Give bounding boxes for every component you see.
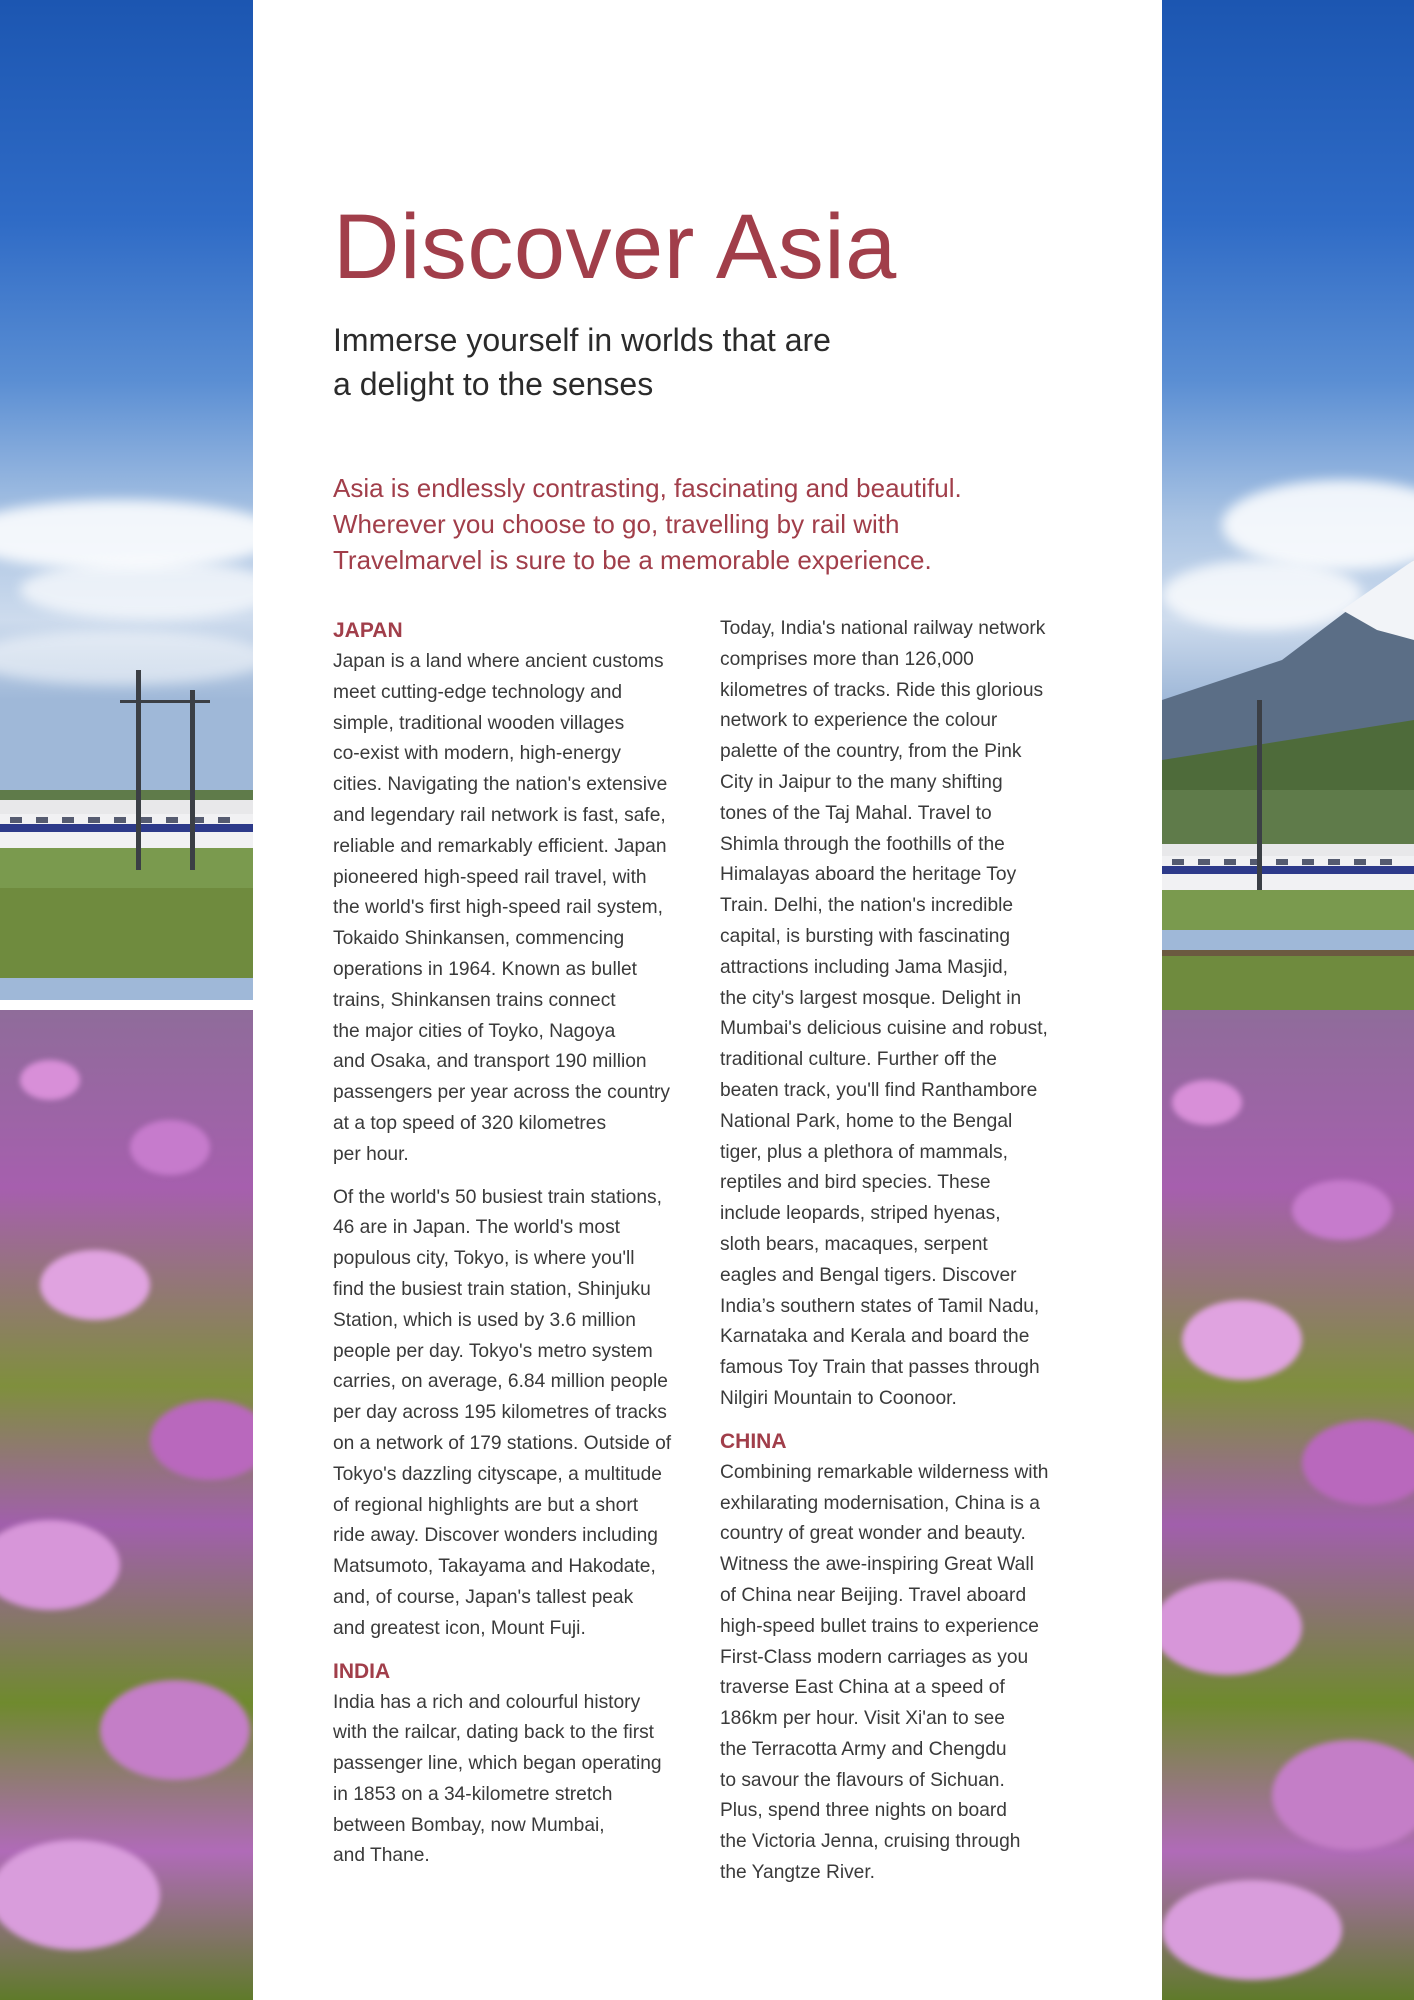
page-title: Discover Asia [333,196,897,298]
blossom [130,1120,210,1175]
train-and-poles [0,660,253,1020]
india-paragraph-2: Today, India's national railway network comprises more than 126,000 kilometres of tracks. Ride this glorious network to experience the colour palette of the country, from the Pink City in Jaipur to the many shifting tones of the Taj Mahal. Travel to Shimla through the foothills of the Himalayas aboard the heritage Toy Train. Delhi, the nation's incredible capital, is bursting with fascinating attractions including Jama Masjid, the city's largest mosque. Delight in Mumbai's delicious cuisine and robust, traditional culture. Further off the beaten track, you'll find Ranthambore National Park, home to the Bengal tiger, plus a plethora of mammals, reptiles and bird species. These include leopards, striped hyenas, sloth bears, macaques, serpent eagles and Bengal tigers. Discover India’s southern states of Tamil Nadu, Karnataka and Kerala and board the famous Toy Train that passes through Nilgiri Mountain to Coonoor. [720,618,1048,1409]
column-right [720,614,1082,1901]
intro-text: Asia is endlessly contrasting, fascinating and beautiful. Wherever you choose to go, travelling by rail with Travelmarvel is sure to be a memorable experience. [333,473,962,575]
india-paragraph-1: India has a rich and colourful history with the railcar, dating back to the first passenger line, which began operating in 1853 on a 34-kilometre stretch between Bombay, now Mumbai, and Thane. [333,1691,662,1867]
blossom [1182,1300,1302,1380]
section-heading-india: INDIA [333,1659,391,1683]
blossom [1172,1080,1242,1125]
content-panel [253,0,1162,2000]
background-photo-left [0,0,253,2000]
section-heading-china: CHINA [720,1429,787,1453]
column-left [333,614,695,1884]
blossom [1292,1180,1392,1240]
background-photo-right [1162,0,1414,2000]
flower-field [1162,1010,1414,2000]
blossom [40,1250,150,1320]
china-paragraph-1: Combining remarkable wilderness with exhilarating modernisation, China is a country of great wonder and beauty. Witness the awe-inspiring Great Wall of China near Beijing. Travel aboard high-speed bullet trains to experience First-Class modern carriages as you traverse East China at a speed of 186km per hour. Visit Xi'an to see the Terracotta Army and Chengdu to savour the flavours of Sichuan. Plus, spend three nights on board the Victoria Jenna, cruising through the Yangtze River. [720,1461,1049,1884]
section-heading-japan: JAPAN [333,619,403,642]
train-and-poles [1162,660,1414,1020]
blossom [20,1060,80,1100]
japan-paragraph-2: Of the world's 50 busiest train stations, 46 are in Japan. The world's most populous city, Tokyo, is where you'll find the busiest train station, Shinjuku Station, which is used by 3.6 million people per day. Tokyo's metro system carries, on average, 6.84 million people per day across 195 kilometres of tracks on a network of 179 stations. Outside of Tokyo's dazzling cityscape, a multitude of regional highlights are but a short ride away. Discover wonders including Matsumoto, Takayama and Hakodate, and, of course, Japan's tallest peak and greatest icon, Mount Fuji. [333,1186,672,1639]
blossom [100,1680,250,1780]
page-subtitle: Immerse yourself in worlds that are a delight to the senses [333,322,831,402]
blossom [1162,1880,1342,1980]
japan-paragraph-1: Japan is a land where ancient customs meet cutting-edge technology and simple, traditional wooden villages co-exist with modern, high-energy cities. Navigating the nation's extensive and legendary rail network is fast, safe, reliable and remarkably efficient. Japan pioneered high-speed rail travel, with the world's first high-speed rail system, Tokaido Shinkansen, commencing operations in 1964. Known as bullet trains, Shinkansen trains connect the major cities of Toyko, Nagoya and Osaka, and transport 190 million passengers per year across the country at a top speed of 320 kilometres per hour. [333,651,671,1165]
